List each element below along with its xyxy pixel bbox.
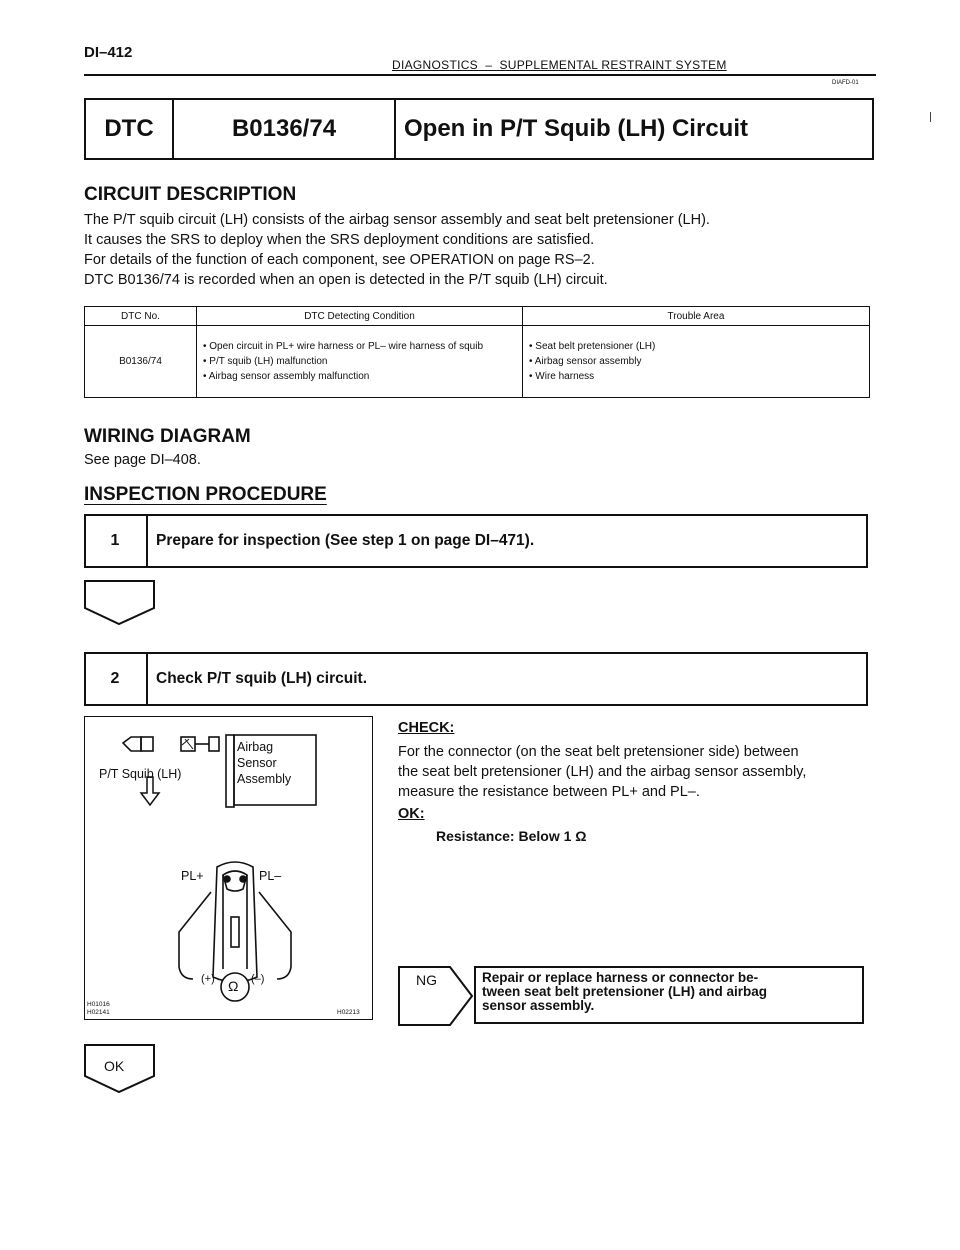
circuit-description-text — [84, 210, 884, 290]
ng-action-box — [474, 966, 864, 1024]
header-rule — [84, 74, 876, 76]
ng-action-line: sensor assembly. — [482, 998, 595, 1013]
ng-label: NG — [416, 972, 437, 988]
dtc-table — [84, 306, 870, 398]
ng-action-line: tween seat belt pretensioner (LH) and airbag — [482, 984, 768, 999]
probe-minus-label: (–) — [251, 973, 265, 985]
wiring-diagram-text: See page DI–408. — [84, 452, 201, 468]
figure-code: H02141 — [87, 1009, 110, 1016]
sensor-label-line: Assembly — [237, 772, 292, 786]
dtc-cell: B0136/74 — [85, 326, 197, 398]
connector-illustration — [85, 717, 374, 1021]
step-text: Prepare for inspection (See step 1 on page DI–471). — [156, 532, 535, 549]
dtc-banner — [84, 98, 874, 160]
table-row — [85, 326, 870, 398]
pl-minus-label: PL– — [259, 869, 282, 883]
description-line: For details of the function of each component, see OPERATION on page RS–2. — [84, 252, 595, 268]
step-text: Check P/T squib (LH) circuit. — [156, 670, 367, 687]
column-header: Trouble Area — [523, 307, 870, 326]
check-text — [398, 742, 868, 802]
condition-cell — [197, 326, 523, 398]
check-line: For the connector (on the seat belt pretensioner side) between — [398, 744, 799, 760]
step-divider — [146, 654, 148, 704]
check-label: CHECK: — [398, 720, 455, 736]
step-number: 1 — [110, 532, 120, 549]
ng-action-line: Repair or replace harness or connector be- — [482, 970, 759, 985]
inspection-heading: INSPECTION PROCEDURE — [84, 484, 327, 505]
column-header: DTC No. — [85, 307, 197, 326]
dtc-label: DTC — [104, 115, 154, 142]
figure-code: H02213 — [337, 1009, 360, 1016]
trouble-area-cell — [523, 326, 870, 398]
condition-item: • Open circuit in PL+ wire harness or PL– wire harness of squib — [203, 341, 484, 352]
squib-label: P/T Squib (LH) — [99, 767, 182, 781]
sensor-label — [237, 739, 291, 787]
ok-value: Resistance: Below 1 Ω — [436, 828, 587, 844]
sensor-label-line: Sensor — [237, 756, 277, 770]
description-line: The P/T squib circuit (LH) consists of the airbag sensor assembly and seat belt pretensioner (LH). — [84, 212, 710, 228]
ohm-symbol: Ω — [228, 978, 239, 994]
continue-arrow-icon — [84, 580, 156, 626]
dtc-code: B0136/74 — [231, 115, 337, 142]
wiring-diagram-heading: WIRING DIAGRAM — [84, 426, 251, 447]
area-item: • Wire harness — [529, 371, 595, 382]
check-line: measure the resistance between PL+ and PL–. — [398, 784, 700, 800]
page-id: DI–412 — [84, 44, 133, 61]
step-2-box — [84, 652, 868, 706]
margin-mark — [930, 112, 931, 122]
description-line: It causes the SRS to deploy when the SRS deployment conditions are satisfied. — [84, 232, 595, 248]
ok-label: OK: — [398, 806, 425, 822]
probe-plus-label: (+) — [201, 973, 215, 985]
step-divider — [146, 516, 148, 566]
condition-item: • P/T squib (LH) malfunction — [203, 356, 328, 367]
step-1-box — [84, 514, 868, 568]
squib-diagram — [84, 716, 373, 1020]
pl-plus-label: PL+ — [181, 869, 204, 883]
check-line: the seat belt pretensioner (LH) and the airbag sensor assembly, — [398, 764, 807, 780]
column-header: DTC Detecting Condition — [197, 307, 523, 326]
area-item: • Airbag sensor assembly — [529, 356, 642, 367]
step-number: 2 — [110, 670, 120, 687]
sensor-label-line: Airbag — [237, 740, 274, 754]
section-title: DIAGNOSTICS – SUPPLEMENTAL RESTRAINT SYSTEM — [392, 58, 727, 72]
dtc-title: Open in P/T Squib (LH) Circuit — [404, 115, 748, 142]
table-header-row — [85, 307, 870, 326]
dtc-divider — [394, 100, 396, 158]
ok-arrow-label: OK — [104, 1058, 125, 1074]
description-line: DTC B0136/74 is recorded when an open is detected in the P/T squib (LH) circuit. — [84, 272, 608, 288]
doc-code: DIAFD-01 — [832, 80, 859, 86]
condition-item: • Airbag sensor assembly malfunction — [203, 371, 370, 382]
circuit-description-heading: CIRCUIT DESCRIPTION — [84, 184, 297, 205]
area-item: • Seat belt pretensioner (LH) — [529, 341, 656, 352]
figure-code: H01016 — [87, 1001, 110, 1008]
